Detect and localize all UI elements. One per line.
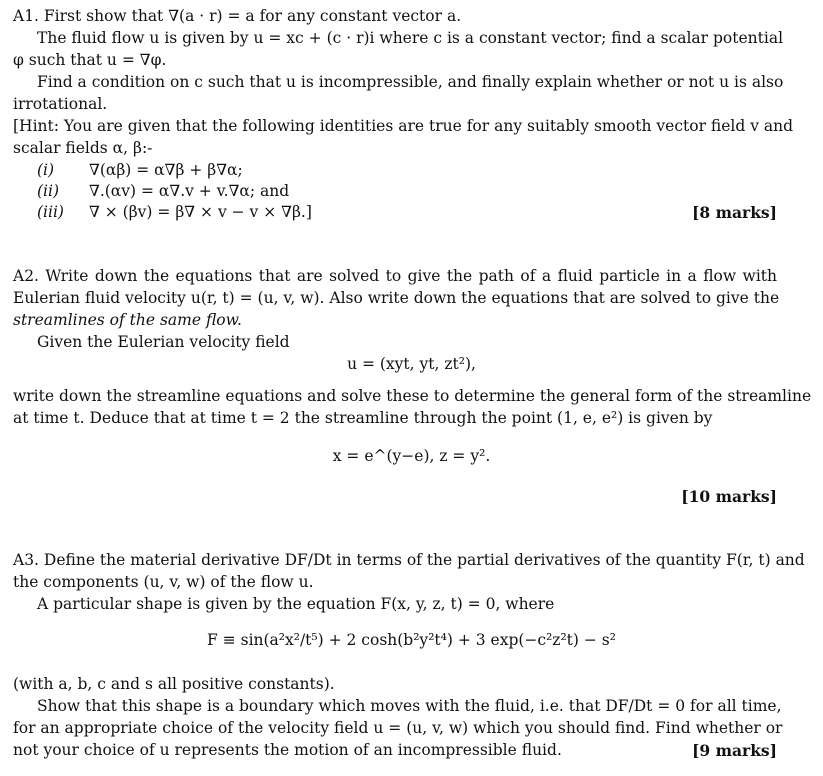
q1-identity-2 [37, 181, 289, 203]
q3-marks: [9 marks] [692, 741, 777, 760]
q2-streamline-equation: x = e^(y−e), z = y². [332, 447, 491, 465]
identity-label: (iii) [37, 203, 64, 221]
q3-line-6: for an appropriate choice of the velocity field u = (u, v, w) which you should find. Find whether or [13, 719, 783, 737]
q3-line-2: the components (u, v, w) of the flow u. [13, 573, 314, 591]
q1-marks: [8 marks] [692, 203, 777, 222]
q1-line-3: φ such that u = ∇φ. [13, 51, 167, 69]
q2-marks: [10 marks] [681, 487, 777, 506]
q2-line-1: A2. Write down the equations that are solved to give the path of a fluid particle in a flow with [13, 267, 777, 285]
identity-formula: ∇.(αv) = α∇.v + v.∇α; and [89, 182, 290, 200]
identity-label: (ii) [37, 182, 60, 200]
identity-formula: ∇ × (βv) = β∇ × v − v × ∇β.] [89, 203, 312, 221]
q1-line-5: irrotational. [13, 95, 108, 113]
identity-formula: ∇(αβ) = α∇β + β∇α; [89, 161, 243, 179]
q1-line-1: A1. First show that ∇(a · r) = a for any constant vector a. [13, 7, 462, 25]
q3-line-1: A3. Define the material derivative DF/Dt in terms of the partial derivatives of the quantity F(r, t) and [13, 551, 805, 569]
q3-line-3: A particular shape is given by the equation F(x, y, z, t) = 0, where [37, 595, 555, 613]
q1-line-4: Find a condition on c such that u is incompressible, and finally explain whether or not u is also [37, 73, 784, 91]
q1-hint-line-1: [Hint: You are given that the following identities are true for any suitably smooth vector field v and [13, 117, 794, 135]
q2-velocity-equation: u = (xyt, yt, zt²), [347, 355, 476, 373]
q2-line-3: streamlines of the same flow. [13, 311, 242, 329]
q1-line-2: The fluid flow u is given by u = xc + (c · r)i where c is a constant vector; find a scalar potential [37, 29, 784, 47]
q3-line-5: Show that this shape is a boundary which moves with the fluid, i.e. that DF/Dt = 0 for all time, [37, 697, 782, 715]
q3-line-7: not your choice of u represents the motion of an incompressible fluid. [13, 741, 562, 759]
q3-shape-equation: F ≡ sin(a²x²/t⁵) + 2 cosh(b²y²t⁴) + 3 exp(−c²z²t) − s² [207, 631, 616, 649]
q1-identity-3 [37, 202, 312, 224]
q1-hint-line-2: scalar fields α, β:- [13, 139, 153, 157]
q2-line-2: Eulerian fluid velocity u(r, t) = (u, v, w). Also write down the equations that are solved to give the [13, 289, 780, 307]
q3-line-4: (with a, b, c and s all positive constants). [13, 675, 335, 693]
q2-line-5: write down the streamline equations and solve these to determine the general form of the streamline [13, 387, 812, 405]
q1-identity-1 [37, 160, 243, 182]
identity-label: (i) [37, 161, 55, 179]
q2-line-6: at time t. Deduce that at time t = 2 the streamline through the point (1, e, e²) is given by [13, 409, 713, 427]
q2-line-4: Given the Eulerian velocity field [37, 333, 290, 351]
